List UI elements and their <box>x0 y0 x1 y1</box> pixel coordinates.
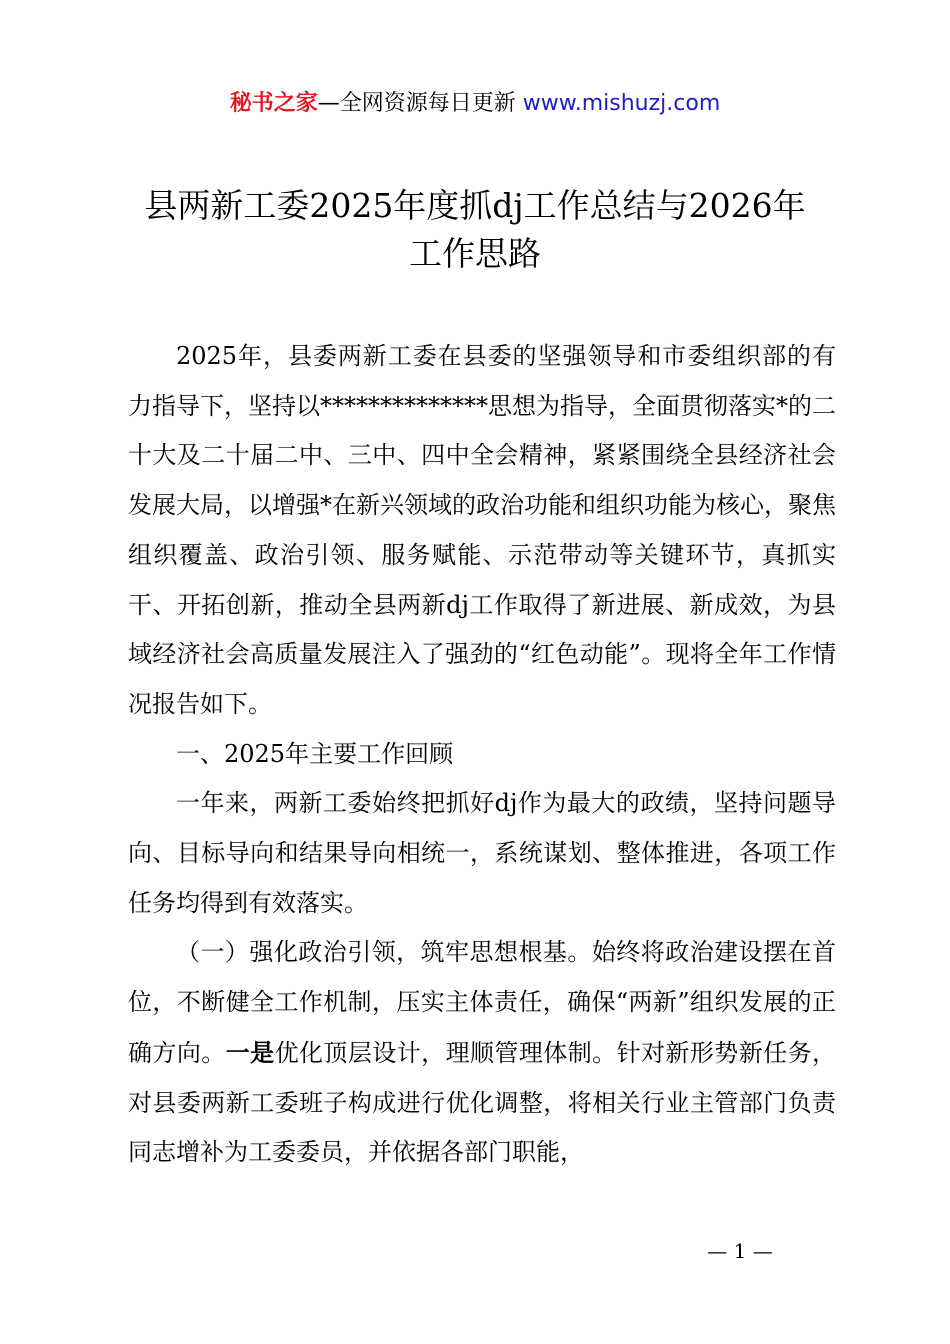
banner-slogan: —全网资源每日更新 <box>317 91 523 116</box>
document-body <box>128 332 836 1178</box>
document-title <box>100 182 850 278</box>
paragraph-text: （一）强化政治引领，筑牢思想根基。始终将政治建设摆在首位，不断健全工作机制，压实主体责任，确保“两新”组织发展的正确方向。 <box>128 938 836 1067</box>
title-line-2: 工作思路 <box>409 234 541 273</box>
site-url-link[interactable]: www.mishuzj.com <box>522 91 721 116</box>
paragraph-overview: 一年来，两新工委始终把抓好dj作为最大的政绩，坚持问题导向、目标导向和结果导向相统一，系统谋划、整体推进，各项工作任务均得到有效落实。 <box>128 789 836 917</box>
bold-marker: 一是 <box>225 1037 275 1067</box>
brand-name: 秘书之家 <box>229 91 318 116</box>
paragraph-political-leadership <box>128 928 836 1178</box>
paragraph-text: 优化顶层设计，理顺管理体制。针对新形势新任务，对县委两新工委班子构成进行优化调整，将相关行业主管部门负责同志增补为工委委员，并依据各部门职能， <box>128 1038 837 1167</box>
title-line-1: 县两新工委2025年度抓dj工作总结与2026年 <box>144 186 806 225</box>
paragraph-intro: 2025年，县委两新工委在县委的坚强领导和市委组织部的有力指导下，坚持以**************思想为指导，全面贯彻落实*的二十大及二十届二中、三中、四中全会精神，紧紧围绕全县经济社会发展大局，以增强*在新兴领域的政治功能和组织功能为核心，聚焦组织覆盖、政治引领、服务赋能、示范带动等关键环节，真抓实干、开拓创新，推动全县两新dj工作取得了新进展、新成效，为县域经济社会高质量发展注入了强劲的“红色动能”。现将全年工作情况报告如下。 <box>128 342 836 718</box>
section-heading: 一、2025年主要工作回顾 <box>176 739 454 768</box>
site-banner <box>0 88 950 120</box>
page-number: — 1 — <box>707 1239 773 1263</box>
